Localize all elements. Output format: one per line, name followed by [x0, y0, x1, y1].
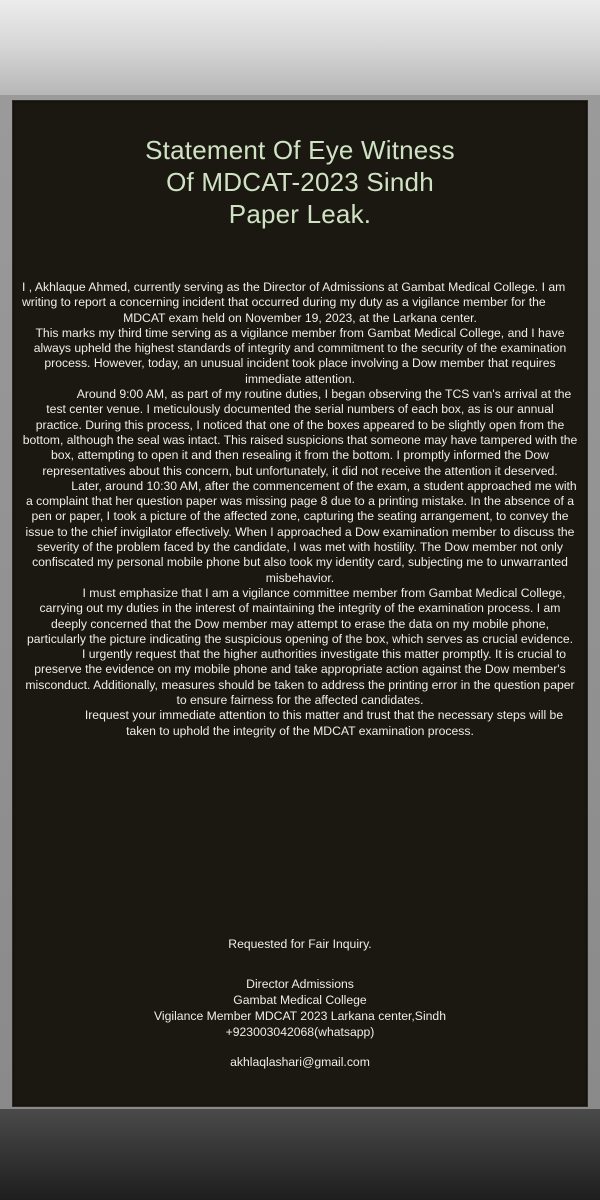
signature-email: akhlaqlashari@gmail.com — [230, 1055, 370, 1069]
paragraph-request: I urgently request that the higher authorities investigate this matter promptly. It is crucial to preserve the evidence on my mobile phone and take appropriate action against the Dow member's misconduct. Additionally, measures should be taken to address the printing error in the question paper to ensure fairness for the affected candidates. — [25, 647, 575, 708]
paragraph-background: This marks my third time serving as a vigilance member from Gambat Medical College, and I have always upheld the highest standards of integrity and commitment to the security of the examination process. However, today, an unusual incident took place involving a Dow member that requires immediate attention. — [33, 325, 567, 386]
paragraph-exam-incident: Later, around 10:30 AM, after the commencement of the exam, a student approached me with a complaint that her question paper was missing page 8 due to a printing mistake. In the absence of a pen or paper, I took a picture of the affected zone, capturing the seating arrangement, to convey the issue to the chief invigilator effectively. When I approached a Dow examination member to discuss the severity of the problem faced by the candidate, I was met with hostility. The Dow member not only confiscated my personal mobile phone but also took my identity card, subjecting me to unwarranted misbehavior. — [25, 478, 577, 585]
closing-line: Requested for Fair Inquiry. — [228, 937, 372, 951]
signature-phone: +923003042068(whatsapp) — [225, 1025, 375, 1039]
paragraph-introduction: I , Akhlaque Ahmed, currently serving as the Director of Admissions at Gambat Medical College. I am writing to report a concerning incident that occurred during my duty as a vigilance member for the MDCAT exam held on November 19, 2023, at the Larkana center. — [22, 280, 566, 325]
paragraph-box-incident: Around 9:00 AM, as part of my routine duties, I began observing the TCS van's arrival at the test center venue. I meticulously documented the serial numbers of each box, as is our annual practice. During this process, I noticed that one of the boxes appeared to be slightly open from the bottom, although the seal was intact. This raised suspicions that someone may have tampered with the box, attempting to open it and then resealing it from the bottom. I promptly informed the Dow representatives about this concern, but unfortunately, it did not receive the attention it deserved. — [22, 387, 578, 478]
title-line-2: Of MDCAT-2023 Sindh — [166, 167, 434, 197]
signature-institution: Gambat Medical College — [233, 993, 367, 1007]
title-line-3: Paper Leak. — [228, 199, 372, 229]
signature-block — [20, 936, 580, 1070]
title-line-1: Statement Of Eye Witness — [145, 135, 455, 165]
statement-body — [22, 280, 578, 739]
paragraph-emphasis: I must emphasize that I am a vigilance committee member from Gambat Medical College, carrying out my duties in the interest of maintaining the integrity of the examination process. I am deeply concerned that the Dow member may attempt to erase the data on my mobile phone, particularly the picture indicating the suspicious opening of the box, which serves as crucial evidence. — [26, 585, 574, 646]
signature-title: Director Admissions — [246, 977, 354, 991]
photo-top-background — [0, 0, 600, 95]
photo-bottom-background — [0, 1109, 600, 1200]
statement-title — [20, 134, 580, 230]
signature-role: Vigilance Member MDCAT 2023 Larkana center,Sindh — [154, 1009, 446, 1023]
paragraph-final-request: Irequest your immediate attention to this matter and trust that the necessary steps will be taken to uphold the integrity of the MDCAT examination process. — [84, 708, 564, 738]
